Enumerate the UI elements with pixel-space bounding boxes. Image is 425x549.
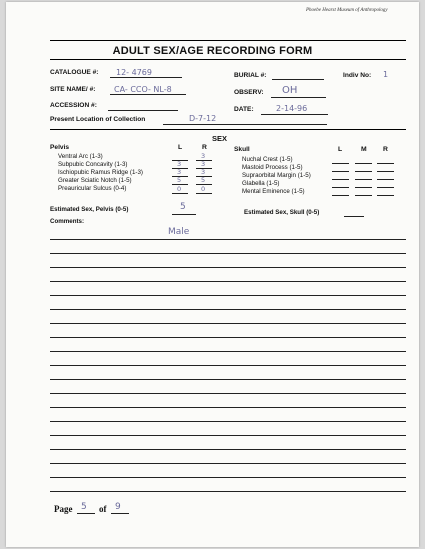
comment-line	[50, 239, 406, 240]
pelvis-row-label: Ventral Arc (1-3)	[58, 153, 103, 160]
catalogue-underline	[110, 77, 182, 78]
skull-heading: Skull	[234, 146, 250, 153]
skull-l-field[interactable]	[332, 179, 349, 180]
pelvis-estimate-underline	[172, 214, 196, 215]
skull-row-label: Nuchal Crest (1-5)	[242, 156, 293, 163]
comment-line	[50, 351, 406, 352]
pelvis-r-value[interactable]: 3	[201, 160, 206, 168]
skull-m-field[interactable]	[355, 179, 372, 180]
skull-m-field[interactable]	[355, 171, 372, 172]
total-value[interactable]: 9	[115, 502, 121, 512]
comment-line	[50, 379, 406, 380]
skull-l-field[interactable]	[332, 163, 349, 164]
catalogue-value[interactable]: 12- 4769	[116, 68, 152, 77]
skull-col-r: R	[383, 146, 388, 153]
skull-r-field[interactable]	[377, 187, 394, 188]
indiv-value[interactable]: 1	[383, 70, 389, 79]
title-rule-top	[50, 40, 406, 41]
pelvis-l-value[interactable]: 3	[177, 160, 182, 168]
site-underline	[110, 94, 186, 95]
skull-m-field[interactable]	[355, 163, 372, 164]
site-label: SITE NAME/ #:	[50, 86, 96, 93]
pelvis-col-l: L	[178, 144, 183, 151]
skull-col-l: L	[338, 146, 343, 153]
comment-line	[50, 435, 406, 436]
pelvis-col-r: R	[202, 144, 207, 151]
pelvis-l-value[interactable]: 3	[177, 168, 182, 176]
location-label: Present Location of Collection	[50, 116, 146, 123]
skull-r-field[interactable]	[377, 179, 394, 180]
date-underline	[261, 114, 328, 115]
pelvis-heading: Pelvis	[50, 144, 70, 151]
skull-r-field[interactable]	[377, 195, 394, 196]
location-underline	[163, 124, 327, 125]
burial-underline	[272, 79, 324, 80]
skull-estimate-underline	[344, 216, 364, 217]
skull-r-field[interactable]	[377, 171, 394, 172]
pelvis-row-label: Preauricular Sulcus (0-4)	[58, 185, 127, 192]
pelvis-estimate-value[interactable]: 5	[180, 202, 186, 212]
page-underline	[77, 513, 95, 514]
skull-l-field[interactable]	[332, 171, 349, 172]
comment-line	[50, 253, 406, 254]
comment-line	[50, 267, 406, 268]
indiv-label: Indiv No:	[343, 72, 372, 79]
pelvis-row-label: Ischiopubic Ramus Ridge (1-3)	[58, 169, 143, 176]
observ-underline	[271, 97, 326, 98]
pelvis-r-value[interactable]: 3	[201, 152, 206, 160]
pelvis-row-label: Subpubic Concavity (1-3)	[58, 161, 128, 168]
skull-estimate-label: Estimated Sex, Skull (0-5)	[244, 209, 320, 216]
skull-row-label: Supraorbital Margin (1-5)	[242, 172, 311, 179]
catalogue-label: CATALOGUE #:	[50, 69, 99, 76]
comment-line	[50, 337, 406, 338]
skull-row-label: Mastoid Process (1-5)	[242, 164, 303, 171]
pelvis-r-value[interactable]: 5	[201, 176, 206, 184]
comment-line	[50, 449, 406, 450]
comment-line	[50, 491, 406, 492]
skull-row-label: Glabella (1-5)	[242, 180, 280, 187]
skull-m-field[interactable]	[355, 195, 372, 196]
comment-line	[50, 421, 406, 422]
comments-label: Comments:	[50, 218, 85, 225]
skull-l-field[interactable]	[332, 187, 349, 188]
accession-label: ACCESSION #:	[50, 102, 97, 109]
comment-line	[50, 463, 406, 464]
burial-label: BURIAL #:	[234, 72, 267, 79]
header-rule	[50, 129, 406, 130]
skull-col-m: M	[361, 146, 367, 153]
skull-l-field[interactable]	[332, 195, 349, 196]
comment-line	[50, 393, 406, 394]
pelvis-r-underline	[196, 193, 212, 194]
site-value[interactable]: CA- CCO- NL-8	[114, 85, 172, 94]
date-label: DATE:	[234, 106, 254, 113]
comment-line	[50, 477, 406, 478]
pelvis-r-value[interactable]: 3	[201, 168, 206, 176]
pelvis-estimate-label: Estimated Sex, Pelvis (0-5)	[50, 206, 129, 213]
pelvis-row-label: Greater Sciatic Notch (1-5)	[58, 177, 132, 184]
pelvis-l-underline	[172, 193, 188, 194]
total-underline	[111, 513, 129, 514]
comment-line	[50, 309, 406, 310]
sex-heading: SEX	[212, 134, 228, 143]
comment-line	[50, 323, 406, 324]
observ-label: OBSERV:	[234, 89, 264, 96]
pelvis-l-value[interactable]: 0	[177, 185, 182, 193]
accession-underline	[108, 110, 178, 111]
page-label: Page	[54, 504, 73, 514]
pelvis-l-value[interactable]: 5	[177, 176, 182, 184]
skull-r-field[interactable]	[377, 163, 394, 164]
comment-line	[50, 295, 406, 296]
location-value[interactable]: D-7-12	[189, 114, 217, 123]
comments-text[interactable]: Male	[168, 227, 190, 237]
comment-line	[50, 365, 406, 366]
comment-line	[50, 407, 406, 408]
date-value[interactable]: 2-14-96	[276, 104, 308, 113]
of-label: of	[99, 504, 107, 514]
observ-value[interactable]: OH	[282, 85, 298, 96]
page-value[interactable]: 5	[81, 502, 87, 512]
form-sheet	[6, 2, 419, 547]
skull-row-label: Mental Eminence (1-5)	[242, 188, 305, 195]
skull-m-field[interactable]	[355, 187, 372, 188]
pelvis-r-value[interactable]: 0	[201, 185, 206, 193]
museum-stamp: Phoebe Hearst Museum of Anthropology	[306, 8, 388, 13]
title-rule-bottom	[50, 59, 406, 60]
comment-line	[50, 281, 406, 282]
form-title: ADULT SEX/AGE RECORDING FORM	[112, 45, 313, 57]
